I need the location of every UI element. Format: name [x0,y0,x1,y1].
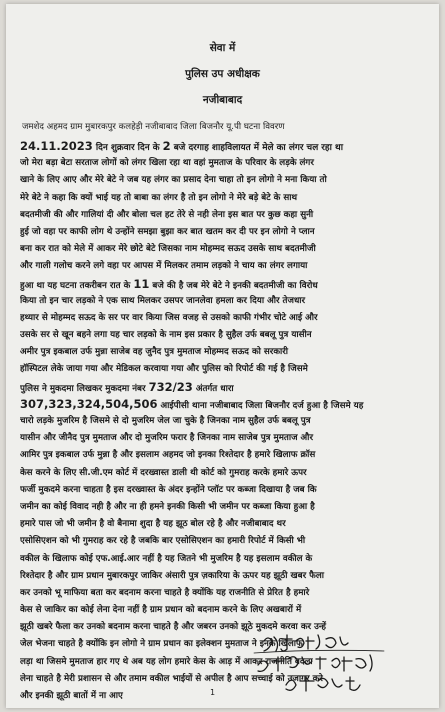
document-page [6,4,439,708]
addressee-officer: पुलिस उप अधीक्षक [185,68,260,80]
body-line: लेना चाहते है मेरी प्रशासन से और तमाम वकील भाईयों से अपील है आप सच्चाई को उजागर करे [20,673,323,684]
body-line: वकील के खिलाफ कोई एफ.आई.आर नहीं है यह जितने भी मुजरिम है यह इसलाम वकील के [20,553,313,564]
body-line: और इनकी झूठी बातों में ना आए [20,691,123,701]
body-line: एसोसिएशन को भी गुमराह कर रहे है जबकि बार एसोसिएशन का हमारी रिपोर्ट में किसी भी [20,536,306,547]
body-line: जेल भेजना चाहते है क्योंकि इन लोगो ने ग्राम प्रधान का इलेक्शन मुमताज ने इनके खिलाफ [20,639,303,650]
body-line: हुई जो वहा पर काफी लोग थे उन्होंने समझा बुझा कर बात खतम कर दी पर इन लोगो ने प्लान [20,226,315,237]
body-line: पुलिस ने मुकदमा लिखकर मुकदमा नंबर 732/23 अंतर्गत धारा [20,379,234,394]
body-line: जो मेरा बड़ा बेटा सरताज लोगों को लंगर खिला रहा था वहां मुमताज के परिवार के लड़के लंगर [20,158,314,169]
body-line: रिश्तेदार है और ग्राम प्रधान मुबारकपुर जाकिर अंसारी पुत्र ज़कारिया के ऊपर यह झूठी खबर फैला [20,570,324,581]
body-line: बना कर रात को मेले में आकर मेरे छोटे बेटे जिसका नाम मोहम्मद सऊद उसके साथ बदतमीजी [20,244,316,255]
ipc-sections: 307,323,324,504,506 [20,396,158,411]
body-line: केस करने के लिए सी.जी.एम कोर्ट में दरख्वास्त डाली थी कोर्ट को गुमराह करके हमारे ऊपर [20,467,307,478]
incident-date: 24.11.2023 [20,139,93,153]
addressee-place: नजीबाबाद [202,94,243,106]
body-line: हुआ था यह घटना तकरीबन रात के 11 बजे की है जब मेरे बेटे ने इनकी बदतमीजी का विरोध [20,276,318,291]
page-number: 1 [210,688,216,697]
sender-line: जमशेद अहमद ग्राम मुबारकपुर कलहेड़ी नजीबाबाद जिला बिजनौर यू.पी घटना विवरण [22,122,285,132]
body-line: अमीर पुत्र इकबाल उर्फ मुन्ना साजेब वह जुनैद पुत्र मुमताज मोहम्मद सऊद को सरकारी [20,347,289,358]
body-line: बदतमीजी की और गालियां दी और बोला चल हट तेरे से नही लेना इस बात पर कुछ कहा सुनी [20,209,314,220]
body-line: खाने के लिए आए और मेरे बेटे ने जब यह लंगर का प्रसाद देना चाहा तो इन लोगो ने मना किया तो [20,175,327,186]
body-line: जमीन का कोई विवाद नही है और ना ही हमने इनकी किसी भी जमीन पर कब्जा किया हुआ है [20,501,315,512]
body-line: हमारे पास जो भी जमीन है वो बैनामा शुदा है यह झूठ बोल रहे है और नजीबाबाद थर [20,519,286,530]
body-line: उसके सर से खून बहने लगा यह चार लड़को के नाम इस प्रकार है सुहैल उर्फ बबलू पुत्र यासीन [20,330,312,341]
handwritten-signature [246,631,416,701]
case-number: 732/23 [148,379,193,394]
body-line: लड़ा था जिसमे मुमताज हार गए थे अब यह लोग हमारे केस के आड़ में आकर राजनीति बदला [20,656,313,667]
body-line: फर्जी मुकदमे करना चाहता है इस दरख्वास्त के अंदर इन्होंने प्लॉट पर कब्जा दिखाया है जब कि [20,484,317,495]
body-line: हथ्यार से मोहम्मद सऊद के सर पर वार किया जिस वजह से उसको काफी गंभीर चोटे आई और [20,312,318,323]
body-line: और गाली गलोच करने लगे वहा पर आपस में मिलकर तमाम लड़को ने चाय का लंगर लगाया [20,261,308,272]
body-line: 24.11.2023 दिन शुक्रवार दिन के 2 बजे दरगाह शाहविलायत में मेले का लंगर चल रहा था [20,139,343,153]
body-line: आमिर पुत्र इकबाल उर्फ मुन्ना है और इसलाम अहमद जो इनका रिश्तेदार है हमारे खिलाफ क्रॉस [20,450,316,461]
body-line: चारो लड़के मुजरिम है जिसमे से दो मुजरिम जेल जा चुके है जिनका नाम सुहैल उर्फ बबलू पुत्र [20,416,311,426]
body-line: हॉस्पिटल लेके जाया गया और मेडिकल करवाया गया और पुलिस को रिपोर्ट की गई है जिसमे [20,364,308,375]
body-line: झूठी खबरे फैला कर उनको बदनाम करना चाहते है और जबरन उनको झूठे मुकदमे करवा कर उन्हें [20,622,327,633]
letter-body [20,138,426,705]
body-line: कर उनको भू माफिया बता कर बदनाम करना चाहते है क्योंकि यह राजनीति से प्रेरित है हमारे [20,587,310,598]
body-line: मेरे बेटे ने कहा कि क्यों भाई यह तो बाबा का लंगर है तो इन लोगो ने मेरे बड़े बेटे के साथ [20,192,298,203]
body-line: 307,323,324,504,506 आईपीसी थाना नजीबाबाद जिला बिजनौर दर्ज हुआ है जिसमे यह [20,396,364,411]
body-line: केस से जाकिर का कोई लेना देना नहीं है ग्राम प्रधान को बदनाम करने के लिए अखबारों में [20,605,302,616]
signature-scribble [246,631,416,701]
body-line: किया तो इन चार लड़को ने एक साथ मिलकर उसपर जानलेवा हमला कर दिया और तेजधार [20,295,306,306]
body-line: यासीन और जीनैद पुत्र मुमताज और दो मुजरिम फरार है जिनका नाम साजेब पुत्र मुमताज और [20,433,313,444]
addressee-to: सेवा में [209,42,236,54]
